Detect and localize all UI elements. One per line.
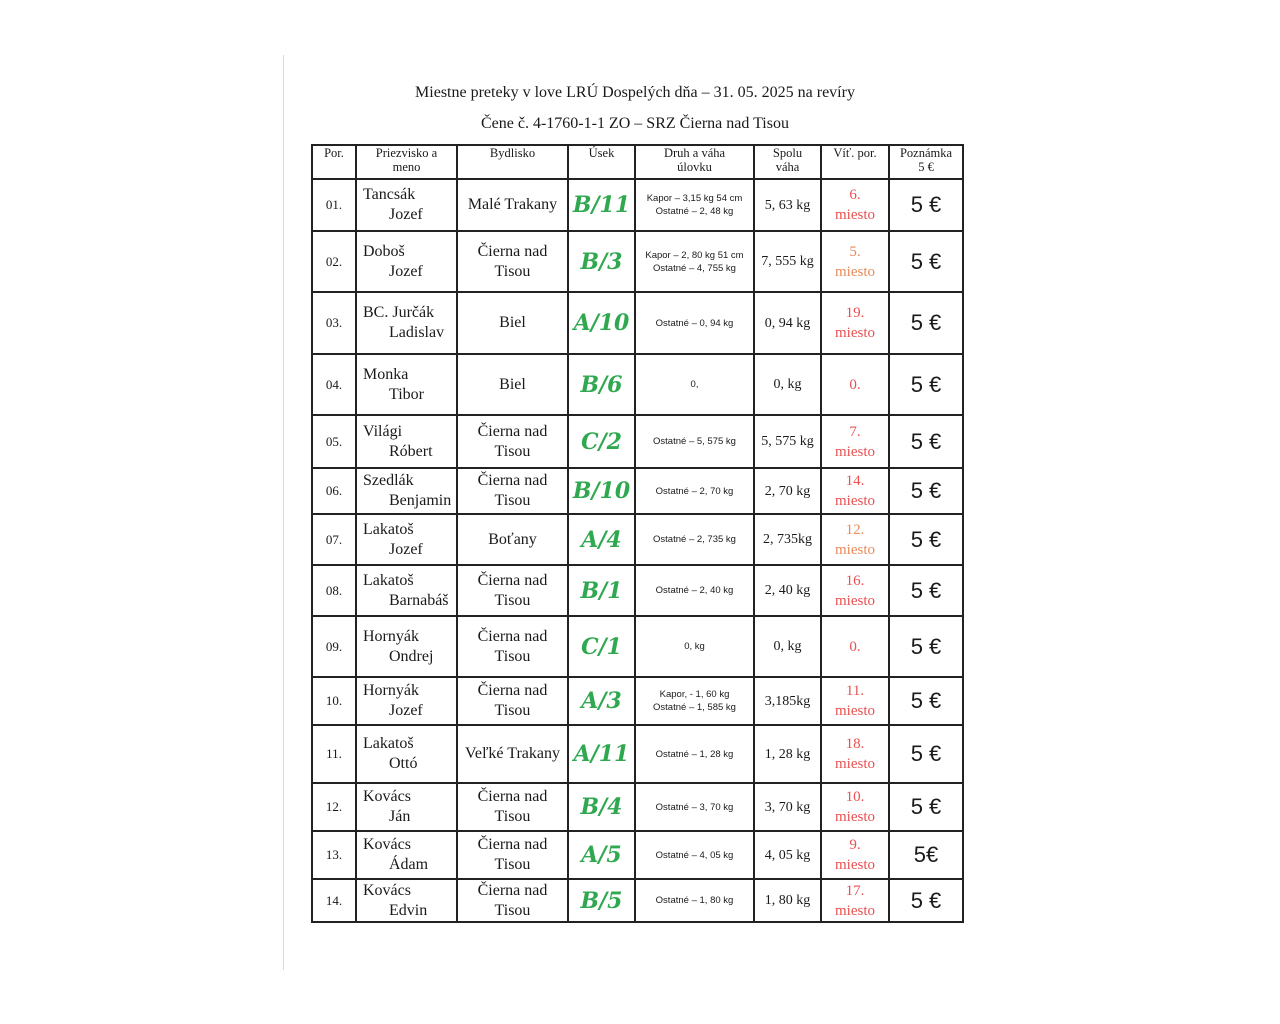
fee-note: 5 € (889, 354, 963, 415)
competitor-name (356, 879, 457, 922)
row-number: 14. (312, 879, 356, 922)
catch-detail (635, 354, 754, 415)
table-row (312, 231, 963, 292)
row-number: 01. (312, 179, 356, 231)
catch-line-2: Ostatné – 1, 585 kg (653, 702, 736, 713)
residence: Čierna nad Tisou (457, 616, 568, 677)
placement-label: miesto (835, 541, 875, 558)
total-weight: 5, 575 kg (754, 415, 821, 468)
table-row (312, 468, 963, 514)
section-mark: A/11 (568, 725, 635, 783)
row-number: 07. (312, 514, 356, 565)
competitor-first-name: Ádam (389, 856, 429, 873)
placement (821, 231, 889, 292)
section-mark: B/1 (568, 565, 635, 616)
placement-label: miesto (835, 592, 875, 609)
placement-number: 17. (845, 882, 865, 899)
catch-detail (635, 292, 754, 354)
row-number: 08. (312, 565, 356, 616)
residence: Čierna nad Tisou (457, 415, 568, 468)
fee-note: 5€ (889, 831, 963, 879)
total-weight: 0, kg (754, 354, 821, 415)
residence: Čierna nad Tisou (457, 831, 568, 879)
row-number: 11. (312, 725, 356, 783)
section-mark: A/3 (568, 677, 635, 725)
row-number: 13. (312, 831, 356, 879)
competitor-surname: Kovács (363, 881, 411, 899)
competitor-surname: Lakatoš (363, 571, 414, 589)
fee-note: 5 € (889, 879, 963, 922)
header-name-line2: meno (392, 160, 421, 174)
placement (821, 565, 889, 616)
table-row (312, 415, 963, 468)
competitor-surname: Szedlák (363, 472, 414, 489)
header-por (312, 145, 356, 179)
catch-detail (635, 879, 754, 922)
section-mark: A/4 (568, 514, 635, 565)
competitor-first-name: Jozef (389, 262, 423, 280)
placement (821, 354, 889, 415)
header-note-line2: 5 € (918, 160, 934, 174)
competitor-name (356, 179, 457, 231)
header-note-line1: Poznámka (899, 146, 953, 160)
header-usek (568, 145, 635, 179)
section-mark: C/1 (568, 616, 635, 677)
catch-line-1: Kapor – 3,15 kg 54 cm (646, 193, 743, 204)
header-place-label: Víť. por. (833, 146, 877, 160)
competitor-surname: Lakatoš (363, 735, 414, 752)
fee-note: 5 € (889, 292, 963, 354)
row-number: 03. (312, 292, 356, 354)
competitor-first-name: Jozef (389, 702, 423, 719)
catch-line-1: Kapor, - 1, 60 kg (659, 689, 730, 700)
section-mark: C/2 (568, 415, 635, 468)
competitor-first-name: Edvin (389, 901, 428, 919)
catch-line-1: Ostatné – 2, 70 kg (655, 485, 734, 497)
catch-line-1: Kapor – 2, 80 kg 51 cm (645, 249, 744, 261)
residence: Čierna nad Tisou (457, 565, 568, 616)
header-por-label: Por. (324, 146, 344, 160)
placement (821, 677, 889, 725)
competitor-surname: Hornyák (363, 627, 419, 645)
section-mark: A/5 (568, 831, 635, 879)
competitor-name (356, 677, 457, 725)
placement-label: miesto (835, 756, 875, 772)
competitor-first-name: Benjamin (389, 492, 452, 509)
placement (821, 415, 889, 468)
catch-detail (635, 677, 754, 725)
header-place (821, 145, 889, 179)
residence: Biel (457, 354, 568, 415)
row-number: 10. (312, 677, 356, 725)
competitor-first-name: Tibor (389, 385, 424, 403)
catch-line-1: 0, (690, 379, 699, 390)
catch-line-1: Ostatné – 1, 80 kg (655, 895, 734, 906)
total-weight: 2, 735kg (754, 514, 821, 565)
placement (821, 783, 889, 831)
placement-number: 0. (849, 376, 861, 393)
section-mark: B/3 (568, 231, 635, 292)
total-weight: 1, 28 kg (754, 725, 821, 783)
section-mark: B/11 (568, 179, 635, 231)
header-total (754, 145, 821, 179)
residence: Čierna nad Tisou (457, 468, 568, 514)
placement-label: miesto (835, 263, 875, 280)
placement-label: miesto (835, 703, 875, 719)
catch-line-1: Ostatné – 2, 735 kg (653, 534, 736, 545)
competitor-first-name: Ondrej (389, 647, 434, 665)
competitor-name (356, 292, 457, 354)
header-town (457, 145, 568, 179)
row-number: 06. (312, 468, 356, 514)
placement (821, 179, 889, 231)
header-town-label: Bydlisko (489, 146, 536, 160)
fee-note: 5 € (889, 468, 963, 514)
results-table (311, 144, 964, 923)
header-total-line1: Spolu (772, 146, 803, 160)
row-number: 02. (312, 231, 356, 292)
catch-detail (635, 565, 754, 616)
total-weight: 7, 555 kg (754, 231, 821, 292)
total-weight: 3, 70 kg (754, 783, 821, 831)
competitor-surname: Hornyák (363, 682, 419, 699)
residence: Boťany (457, 514, 568, 565)
catch-detail (635, 179, 754, 231)
header-note (889, 145, 963, 179)
placement-number: 5. (849, 243, 861, 260)
competitor-name (356, 725, 457, 783)
fee-note: 5 € (889, 783, 963, 831)
catch-line-2: Ostatné – 2, 48 kg (655, 206, 734, 217)
catch-detail (635, 415, 754, 468)
catch-line-1: Ostatné – 2, 40 kg (655, 585, 734, 596)
placement-number: 11. (845, 683, 865, 699)
placement-label: miesto (835, 857, 875, 873)
total-weight: 1, 80 kg (754, 879, 821, 922)
catch-detail (635, 616, 754, 677)
catch-line-2: Ostatné – 4, 755 kg (653, 262, 736, 274)
fee-note: 5 € (889, 725, 963, 783)
residence: Čierna nad Tisou (457, 231, 568, 292)
catch-line-1: Ostatné – 1, 28 kg (655, 748, 734, 760)
placement-number: 18. (845, 736, 865, 752)
total-weight: 2, 70 kg (754, 468, 821, 514)
placement-number: 9. (849, 837, 861, 853)
catch-line-1: 0, kg (684, 641, 705, 652)
placement-label: miesto (835, 325, 875, 341)
catch-detail (635, 514, 754, 565)
competitor-surname: Monka (363, 365, 409, 383)
table-row (312, 783, 963, 831)
competitor-surname: Tancsák (363, 186, 416, 203)
competitor-first-name: Ottó (389, 755, 418, 772)
total-weight: 4, 05 kg (754, 831, 821, 879)
competitor-first-name: Ladislav (389, 324, 445, 341)
total-weight: 0, 94 kg (754, 292, 821, 354)
section-mark: B/10 (568, 468, 635, 514)
placement (821, 514, 889, 565)
table-row (312, 354, 963, 415)
table-row (312, 514, 963, 565)
placement-label: miesto (835, 207, 875, 223)
competitor-surname: Kovács (363, 836, 411, 853)
header-usek-label: Úsek (588, 146, 615, 160)
catch-detail (635, 231, 754, 292)
competitor-name (356, 231, 457, 292)
competitor-first-name: Jozef (389, 206, 423, 223)
placement-number: 16. (845, 572, 865, 589)
residence: Malé Trakany (457, 179, 568, 231)
placement-number: 19. (845, 305, 865, 321)
competitor-name (356, 468, 457, 514)
header-catch-line1: Druh a váha (663, 146, 726, 160)
catch-line-1: Ostatné – 3, 70 kg (655, 801, 734, 813)
placement-label: miesto (835, 443, 875, 460)
fee-note: 5 € (889, 179, 963, 231)
placement-label: miesto (835, 493, 875, 509)
placement-number: 7. (849, 423, 861, 440)
catch-detail (635, 468, 754, 514)
competitor-name (356, 514, 457, 565)
residence: Čierna nad Tisou (457, 783, 568, 831)
catch-line-1: Ostatné – 0, 94 kg (655, 317, 734, 329)
competitor-name (356, 415, 457, 468)
competitor-surname: BC. Jurčák (363, 304, 435, 321)
document-title: Miestne preteky v love LRÚ Dospelých dňa – 31. 05. 2025 na revíry (415, 84, 855, 101)
placement-number: 0. (849, 638, 861, 655)
section-mark: B/6 (568, 354, 635, 415)
header-total-line2: váha (775, 160, 800, 174)
placement-number: 6. (849, 187, 861, 203)
scan-edge-line (283, 55, 284, 970)
placement (821, 831, 889, 879)
residence: Biel (457, 292, 568, 354)
placement (821, 725, 889, 783)
competitor-surname: Kovács (363, 788, 411, 805)
table-row (312, 831, 963, 879)
competitor-name (356, 831, 457, 879)
fee-note: 5 € (889, 565, 963, 616)
catch-detail (635, 783, 754, 831)
section-mark: A/10 (568, 292, 635, 354)
competitor-name (356, 565, 457, 616)
header-name-line1: Priezvisko a (375, 146, 438, 160)
placement-label: miesto (835, 809, 875, 825)
table-row (312, 292, 963, 354)
competitor-surname: Lakatoš (363, 520, 414, 538)
residence: Čierna nad Tisou (457, 677, 568, 725)
table-row (312, 179, 963, 231)
document-subtitle: Čene č. 4-1760-1-1 ZO – SRZ Čierna nad Tisou (481, 115, 789, 132)
residence: Čierna nad Tisou (457, 879, 568, 922)
competitor-name (356, 616, 457, 677)
total-weight: 0, kg (754, 616, 821, 677)
total-weight: 3,185kg (754, 677, 821, 725)
competitor-first-name: Ján (389, 808, 411, 825)
table-row (312, 616, 963, 677)
header-row (312, 145, 963, 179)
competitor-surname: Világi (363, 422, 403, 440)
competitor-surname: Doboš (363, 242, 405, 260)
row-number: 12. (312, 783, 356, 831)
row-number: 05. (312, 415, 356, 468)
competitor-name (356, 354, 457, 415)
placement-number: 12. (845, 521, 865, 538)
total-weight: 5, 63 kg (754, 179, 821, 231)
placement (821, 879, 889, 922)
total-weight: 2, 40 kg (754, 565, 821, 616)
placement-label: miesto (835, 902, 875, 919)
competitor-first-name: Jozef (389, 540, 423, 558)
header-catch (635, 145, 754, 179)
placement-number: 14. (845, 473, 865, 489)
competitor-first-name: Róbert (389, 442, 433, 460)
table-row (312, 879, 963, 922)
row-number: 09. (312, 616, 356, 677)
catch-detail (635, 725, 754, 783)
placement (821, 292, 889, 354)
placement (821, 616, 889, 677)
section-mark: B/4 (568, 783, 635, 831)
competitor-first-name: Barnabáš (389, 591, 449, 609)
catch-line-1: Ostatné – 4, 05 kg (655, 849, 734, 861)
fee-note: 5 € (889, 415, 963, 468)
catch-line-1: Ostatné – 5, 575 kg (653, 436, 736, 447)
table-row (312, 725, 963, 783)
header-name (356, 145, 457, 179)
competitor-name (356, 783, 457, 831)
section-mark: B/5 (568, 879, 635, 922)
table-row (312, 565, 963, 616)
fee-note: 5 € (889, 231, 963, 292)
table-row (312, 677, 963, 725)
fee-note: 5 € (889, 616, 963, 677)
placement-number: 10. (845, 789, 865, 805)
placement (821, 468, 889, 514)
fee-note: 5 € (889, 514, 963, 565)
row-number: 04. (312, 354, 356, 415)
residence: Veľké Trakany (457, 725, 568, 783)
catch-detail (635, 831, 754, 879)
fee-note: 5 € (889, 677, 963, 725)
header-catch-line2: úlovku (677, 160, 712, 174)
